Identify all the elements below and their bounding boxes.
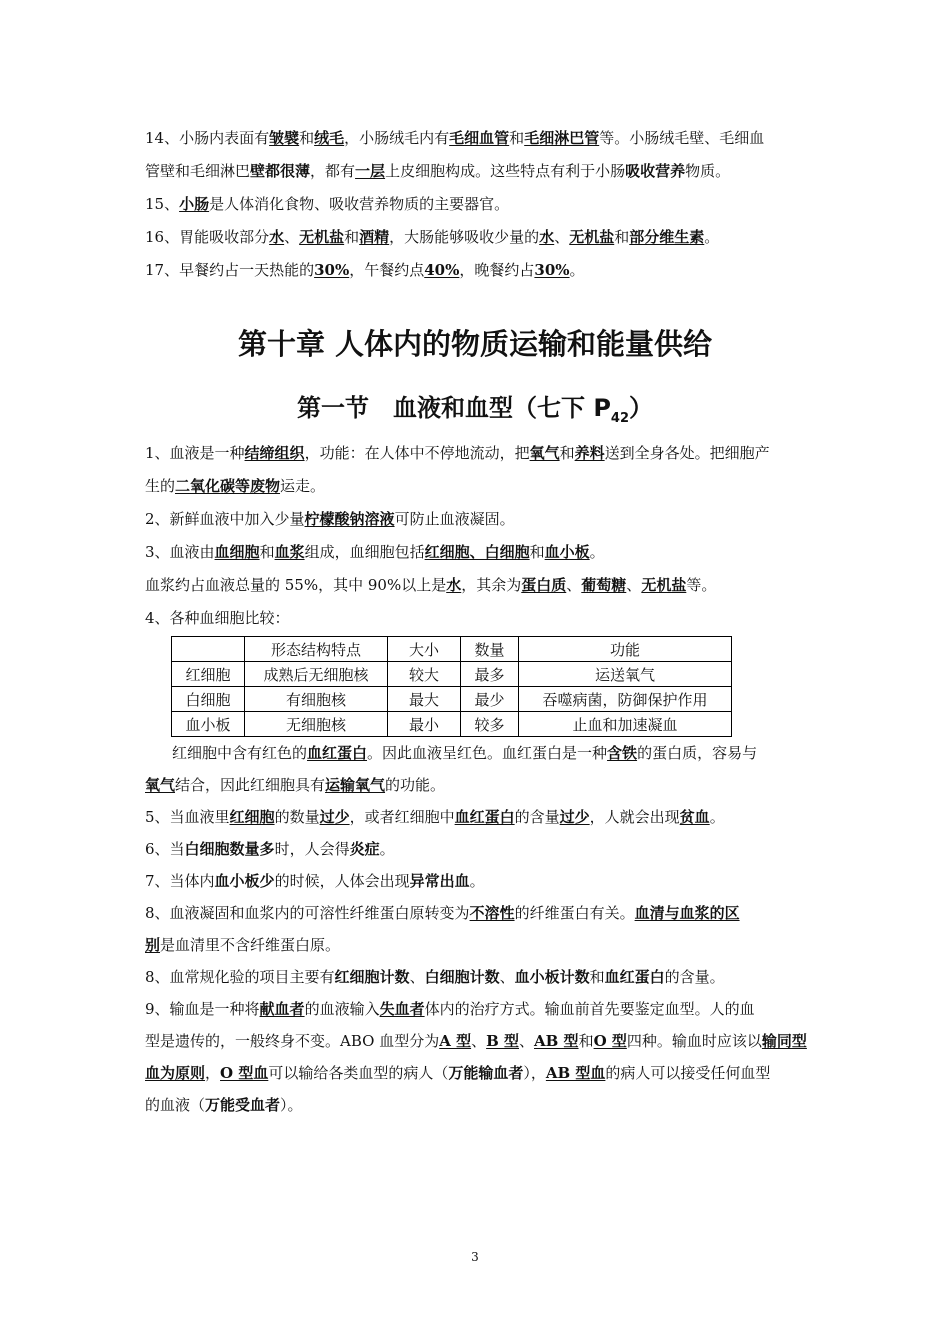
table-header-cell (172, 637, 245, 662)
item-7: 7、当体内血小板少的时候，人体会出现异常出血。 (145, 872, 485, 890)
item-8-line-1: 8、血液凝固和血浆内的可溶性纤维蛋白原转变为不溶性的纤维蛋白有关。血清与血浆的区 (145, 904, 740, 922)
section-title: 第一节 血液和血型（七下 $P_{42}$） (296, 394, 654, 426)
table-cell: 有细胞核 (245, 687, 388, 712)
item-17: 17、早餐约占一天热能的30%，午餐约点40%，晚餐约占30%。 (145, 261, 585, 279)
item-15: 15、小肠是人体消化食物、吸收营养物质的主要器官。 (145, 195, 510, 213)
table-header-cell: 形态结构特点 (245, 637, 388, 662)
item-4: 4、各种血细胞比较： (145, 609, 290, 627)
table-cell: 无细胞核 (245, 712, 388, 737)
table-header-cell: 功能 (519, 637, 732, 662)
item-1-line-2: 生的二氧化碳等废物运走。 (145, 477, 326, 495)
table-cell: 最小 (388, 712, 461, 737)
table-cell: 最大 (388, 687, 461, 712)
page-number: 3 (471, 1250, 479, 1264)
item-14-line-2: 管壁和毛细淋巴壁都很薄，都有一层上皮细胞构成。这些特点有利于小肠吸收营养物质。 (145, 162, 731, 180)
chapter-title: 第十章 人体内的物质运输和能量供给 (237, 327, 713, 361)
item-9-line-4: 的血液（万能受血者）。 (145, 1096, 303, 1114)
table-header-cell: 数量 (461, 637, 519, 662)
item-2: 2、新鲜血液中加入少量柠檬酸钠溶液可防止血液凝固。 (145, 510, 515, 528)
item-8-blood-test: 8、血常规化验的项目主要有红细胞计数、白细胞计数、血小板计数和血红蛋白的含量。 (145, 968, 725, 986)
plasma-line: 血浆约占血液总量的 55%，其中 90%以上是水，其余为蛋白质、葡萄糖、无机盐等。 (145, 576, 717, 594)
table-cell: 成熟后无细胞核 (245, 662, 388, 687)
table-row (172, 687, 732, 712)
block-digestion (145, 122, 807, 287)
table-cell: 红细胞 (172, 662, 245, 687)
item-5: 5、当血液里红细胞的数量过少，或者红细胞中血红蛋白的含量过少，人就会出现贫血。 (145, 808, 725, 826)
rbc-line-2: 氧气结合，因此红细胞具有运输氧气的功能。 (145, 776, 446, 794)
item-9-line-1: 9、输血是一种将献血者的血液输入失血者体内的治疗方式。输血前首先要鉴定血型。人的血 (145, 1000, 755, 1018)
rbc-line-1: 红细胞中含有红色的血红蛋白。因此血液呈红色。血红蛋白是一种含铁的蛋白质，容易与 (172, 744, 758, 762)
table-cell: 吞噬病菌，防御保护作用 (519, 687, 732, 712)
table-cell: 较多 (461, 712, 519, 737)
table-cell: 较大 (388, 662, 461, 687)
table-cell: 运送氧气 (519, 662, 732, 687)
table-cell: 血小板 (172, 712, 245, 737)
table-cell: 最少 (461, 687, 519, 712)
table-cell: 止血和加速凝血 (519, 712, 732, 737)
item-14-line-1: 14、小肠内表面有皱襞和绒毛，小肠绒毛内有毛细血管和毛细淋巴管等。小肠绒毛壁、毛细血 (145, 129, 765, 147)
item-9-line-3: 血为原则，O 型血可以输给各类血型的病人（万能输血者），AB 型血的病人可以接受任何血型 (145, 1064, 771, 1082)
item-3: 3、血液由血细胞和血浆组成，血细胞包括红细胞、白细胞和血小板。 (145, 543, 605, 561)
item-8-line-2: 别是血清里不含纤维蛋白原。 (145, 936, 341, 954)
item-9-line-2: 型是遗传的，一般终身不变。ABO 血型分为A 型、B 型、AB 型和O 型四种。输血时应该以输同型 (145, 1032, 807, 1050)
blood-cell-table (171, 636, 732, 737)
item-6: 6、当白细胞数量多时，人会得炎症。 (145, 840, 395, 858)
block-blood-basics (145, 437, 807, 635)
table-cell: 白细胞 (172, 687, 245, 712)
table-cell: 最多 (461, 662, 519, 687)
table-row (172, 662, 732, 687)
table-header-row (172, 637, 732, 662)
block-blood-details (145, 737, 807, 1121)
item-16: 16、胃能吸收部分水、无机盐和酒精，大肠能够吸收少量的水、无机盐和部分维生素。 (145, 228, 720, 246)
table-header-cell: 大小 (388, 637, 461, 662)
item-1-line-1: 1、血液是一种结缔组织，功能：在人体中不停地流动，把氧气和养料送到全身各处。把细胞产 (145, 444, 770, 462)
table-row (172, 712, 732, 737)
